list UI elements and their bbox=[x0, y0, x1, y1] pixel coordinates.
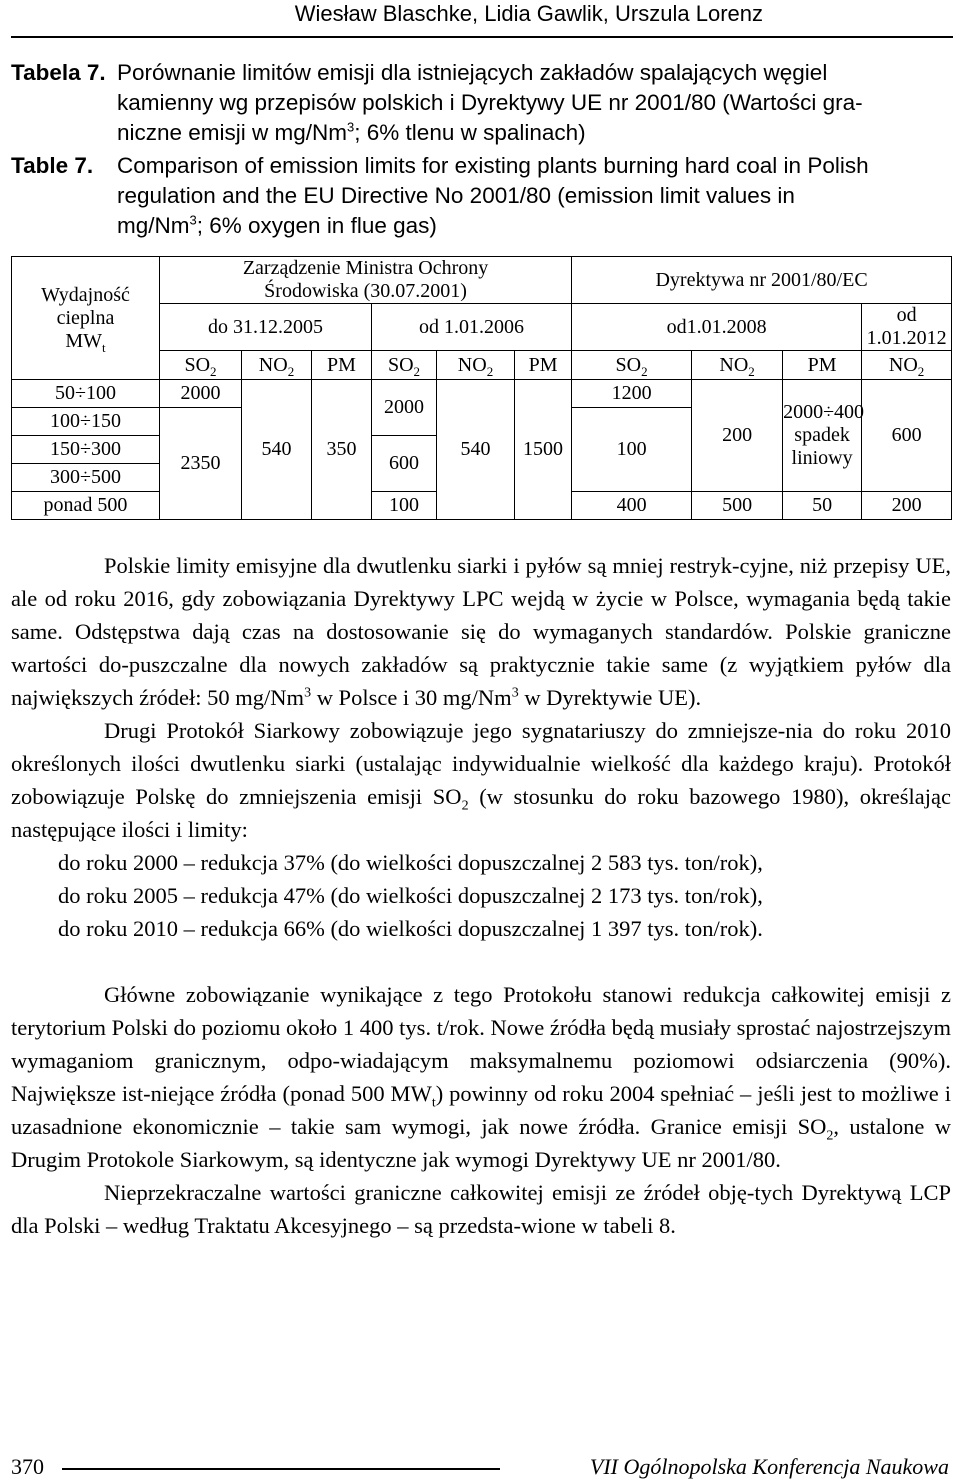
table-cell: 600 bbox=[372, 436, 437, 492]
table-cell: 540 bbox=[437, 380, 515, 520]
paragraph-4: Nieprzekraczalne wartości graniczne całkowitej emisji ze źródeł obję-tych Dyrektywą LCP dla Polski – według Traktatu Akcesyjnego – są przedsta-wione w tabeli 8. bbox=[11, 1180, 951, 1238]
row-label: 100÷150 bbox=[12, 408, 160, 436]
table-cell: 400 bbox=[572, 492, 692, 520]
row-label: 150÷300 bbox=[12, 436, 160, 464]
table-cell: 1500 bbox=[515, 380, 572, 520]
emission-limits-table bbox=[11, 256, 952, 520]
table-cell: 200 bbox=[862, 492, 952, 520]
page-number: 370 bbox=[11, 1454, 44, 1479]
header-period-from-2006: od 1.01.2006 bbox=[372, 304, 572, 351]
header-rule bbox=[11, 36, 953, 38]
header-pollutant-pm: PM bbox=[783, 351, 862, 380]
caption-label-en: Table 7. bbox=[11, 153, 94, 178]
reduction-list bbox=[11, 846, 951, 945]
table-cell: 200 bbox=[692, 380, 783, 492]
table-cell: 100 bbox=[372, 492, 437, 520]
footer-conference-title: VII Ogólnopolska Konferencja Naukowa bbox=[589, 1454, 949, 1479]
caption-en-line3: mg/Nm$^3$; 6% oxygen in flue gas) bbox=[117, 212, 437, 238]
header-eu-directive: Dyrektywa nr 2001/80/EC bbox=[572, 257, 952, 304]
header-period-to-2005: do 31.12.2005 bbox=[160, 304, 372, 351]
footer-rule bbox=[62, 1468, 500, 1470]
header-pollutant-no2: $NO_2$ bbox=[242, 351, 312, 380]
caption-label-pl: Tabela 7. bbox=[11, 60, 106, 85]
running-header-authors: Wiesław Blaschke, Lidia Gawlik, Urszula Lorenz bbox=[294, 1, 763, 26]
header-polish-regulation: Zarządzenie Ministra Ochrony Środowiska (30.07.2001) bbox=[160, 257, 572, 304]
body-text bbox=[11, 549, 951, 1242]
paragraph-2: Drugi Protokół Siarkowy zobowiązuje jego sygnatariuszy do zmniejsze-nia do roku 2010 określonych ilości dwutlenku siarki (ustalając indywidualnie wielkość dla każdego kraju). Protokół zobowiązuje Polskę do zmniejszenia emisji $SO_2$ (w stosunku do roku bazowego 1980), określając następujące ilości i limity: bbox=[11, 718, 951, 842]
header-pollutant-no2: $NO_2$ bbox=[692, 351, 783, 380]
table-cell: 100 bbox=[572, 408, 692, 492]
row-label: 300÷500 bbox=[12, 464, 160, 492]
caption-pl-line2: kamienny wg przepisów polskich i Dyrektywy UE nr 2001/80 (Wartości gra- bbox=[117, 90, 863, 115]
table-cell: 50 bbox=[783, 492, 862, 520]
list-item: do roku 2005 – redukcja 47% (do wielkości dopuszczalnej 2 173 tys. ton/rok), bbox=[58, 883, 763, 908]
caption-pl-line1: Porównanie limitów emisji dla istniejących zakładów spalających węgiel bbox=[117, 60, 828, 85]
row-label: ponad 500 bbox=[12, 492, 160, 520]
header-pollutant-so2: $SO_2$ bbox=[160, 351, 242, 380]
header-pollutant-so2: $SO_2$ bbox=[372, 351, 437, 380]
paragraph-1: Polskie limity emisyjne dla dwutlenku siarki i pyłów są mniej restryk-cyjne, niż przepisy UE, ale od roku 2016, gdy zobowiązania Dyrektywy LPC wejdą w życie w Polsce, wymagania będą takie same. Odstępstwa dają czas na dostosowanie się do wymaganych standardów. Polskie graniczne wartości do-puszczalne dla nowych zakładów są praktycznie takie same (z wyjątkiem pyłów dla największych źródeł: 50 mg/Nm$^3$ w Polsce i 30 mg/Nm$^3$ w Dyrektywie UE). bbox=[11, 553, 951, 710]
header-period-from-2012: od 1.01.2012 bbox=[862, 304, 952, 351]
table-caption-english bbox=[11, 151, 951, 241]
caption-en-line1: Comparison of emission limits for existing plants burning hard coal in Polish bbox=[117, 153, 869, 178]
table-cell: 2350 bbox=[160, 408, 242, 520]
caption-en-line2: regulation and the EU Directive No 2001/80 (emission limit values in bbox=[117, 183, 795, 208]
header-capacity: Wydajność cieplna $MW_t$ bbox=[12, 257, 160, 380]
header-pollutant-pm: PM bbox=[312, 351, 372, 380]
table-caption-polish bbox=[11, 58, 951, 148]
header-pollutant-no2: $NO_2$ bbox=[862, 351, 952, 380]
row-label: 50÷100 bbox=[12, 380, 160, 408]
paragraph-3: Główne zobowiązanie wynikające z tego Protokołu stanowi redukcja całkowitej emisji z terytorium Polski do poziomu około 1 400 tys. t/rok. Nowe źródła będą musiały sprostać najostrzejszym wymaganiom granicznym, odpo-wiadającym maksymalnemu poziomowi odsiarczenia (90%). Największe ist-niejące źródła (ponad 500 $MW_t$) powinny od roku 2004 spełniać – jeśli jest to możliwe i uzasadnione ekonomicznie – takie sam wymogi, jak nowe źródła. Granice emisji $SO_2$, ustalone w Drugim Protokole Siarkowym, są identyczne jak wymogi Dyrektywy UE nr 2001/80. bbox=[11, 982, 952, 1172]
table-cell: 1200 bbox=[572, 380, 692, 408]
header-period-from-2008: od1.01.2008 bbox=[572, 304, 862, 351]
table-cell: 2000÷400 spadek liniowy bbox=[783, 380, 862, 492]
caption-pl-line3: niczne emisji w mg/Nm$^3$; 6% tlenu w spalinach) bbox=[117, 119, 586, 145]
table-cell: 540 bbox=[242, 380, 312, 520]
table-cell: 2000 bbox=[160, 380, 242, 408]
header-pollutant-pm: PM bbox=[515, 351, 572, 380]
list-item: do roku 2000 – redukcja 37% (do wielkości dopuszczalnej 2 583 tys. ton/rok), bbox=[58, 850, 763, 875]
header-pollutant-no2: $NO_2$ bbox=[437, 351, 515, 380]
table-row bbox=[12, 380, 952, 408]
table-cell: 500 bbox=[692, 492, 783, 520]
header-pollutant-so2: $SO_2$ bbox=[572, 351, 692, 380]
list-item: do roku 2010 – redukcja 66% (do wielkości dopuszczalnej 1 397 tys. ton/rok). bbox=[58, 916, 763, 941]
table-cell: 2000 bbox=[372, 380, 437, 436]
table-cell: 350 bbox=[312, 380, 372, 520]
table-cell: 600 bbox=[862, 380, 952, 492]
